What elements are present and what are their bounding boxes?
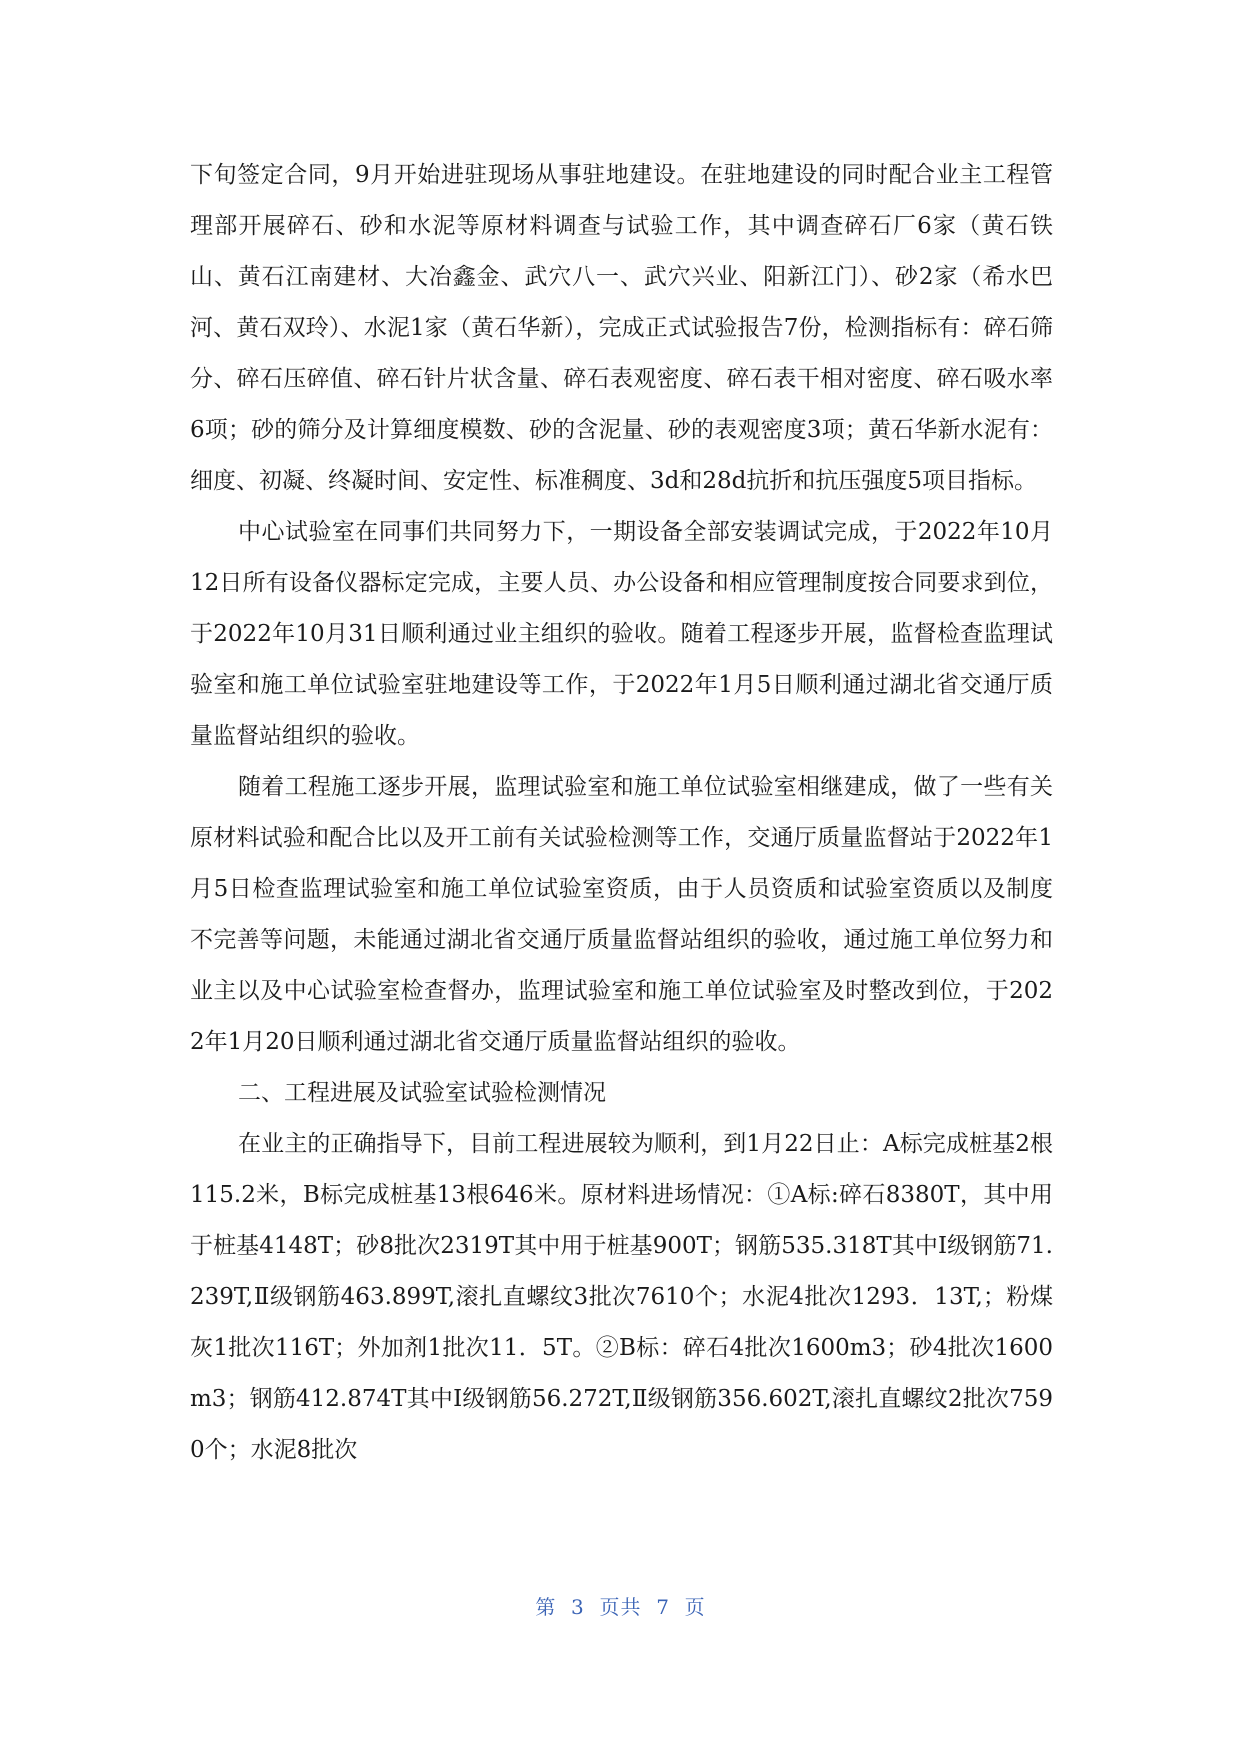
document-body: [190, 150, 1053, 1476]
paragraph-1: 下旬签定合同，9月开始进驻现场从事驻地建设。在驻地建设的同时配合业主工程管理部开展碎石、砂和水泥等原材料调查与试验工作，其中调查碎石厂6家（黄石铁山、黄石江南建材、大冶鑫金、武穴八一、武穴兴业、阳新江门）、砂2家（希水巴河、黄石双玲）、水泥1家（黄石华新），完成正式试验报告7份，检测指标有：碎石筛分、碎石压碎值、碎石针片状含量、碎石表观密度、碎石表干相对密度、碎石吸水率6项；砂的筛分及计算细度模数、砂的含泥量、砂的表观密度3项；黄石华新水泥有：细度、初凝、终凝时间、安定性、标准稠度、3d和28d抗折和抗压强度5项目指标。: [190, 162, 1053, 494]
section-heading: 二、工程进展及试验室试验检测情况: [238, 1080, 606, 1106]
paragraph-5: 在业主的正确指导下，目前工程进展较为顺利，到1月22日止：A标完成桩基2根115.2米，B标完成桩基13根646米。原材料进场情况：①A标:碎石8380T，其中用于桩基4148T；砂8批次2319T其中用于桩基900T；钢筋535.318T其中Ⅰ级钢筋71.239T,Ⅱ级钢筋463.899T,滚扎直螺纹3批次7610个；水泥4批次1293．13T,；粉煤灰1批次116T；外加剂1批次11．5T。②B标：碎石4批次1600m3；砂4批次1600m3；钢筋412.874T其中Ⅰ级钢筋56.272T,Ⅱ级钢筋356.602T,滚扎直螺纹2批次7590个；水泥8批次: [190, 1131, 1053, 1463]
paragraph-3: 随着工程施工逐步开展，监理试验室和施工单位试验室相继建成，做了一些有关原材料试验和配合比以及开工前有关试验检测等工作，交通厅质量监督站于2022年1月5日检查监理试验室和施工单位试验室资质，由于人员资质和试验室资质以及制度不完善等问题，未能通过湖北省交通厅质量监督站组织的验收，通过施工单位努力和业主以及中心试验室检查督办，监理试验室和施工单位试验室及时整改到位，于2022年1月20日顺利通过湖北省交通厅质量监督站组织的验收。: [190, 774, 1053, 1055]
paragraph-2: 中心试验室在同事们共同努力下，一期设备全部安装调试完成，于2022年10月12日所有设备仪器标定完成，主要人员、办公设备和相应管理制度按合同要求到位，于2022年10月31日顺利通过业主组织的验收。随着工程逐步开展，监督检查监理试验室和施工单位试验室驻地建设等工作，于2022年1月5日顺利通过湖北省交通厅质量监督站组织的验收。: [190, 519, 1053, 749]
page-number-footer: 第 3 页共 7 页: [535, 1595, 706, 1619]
